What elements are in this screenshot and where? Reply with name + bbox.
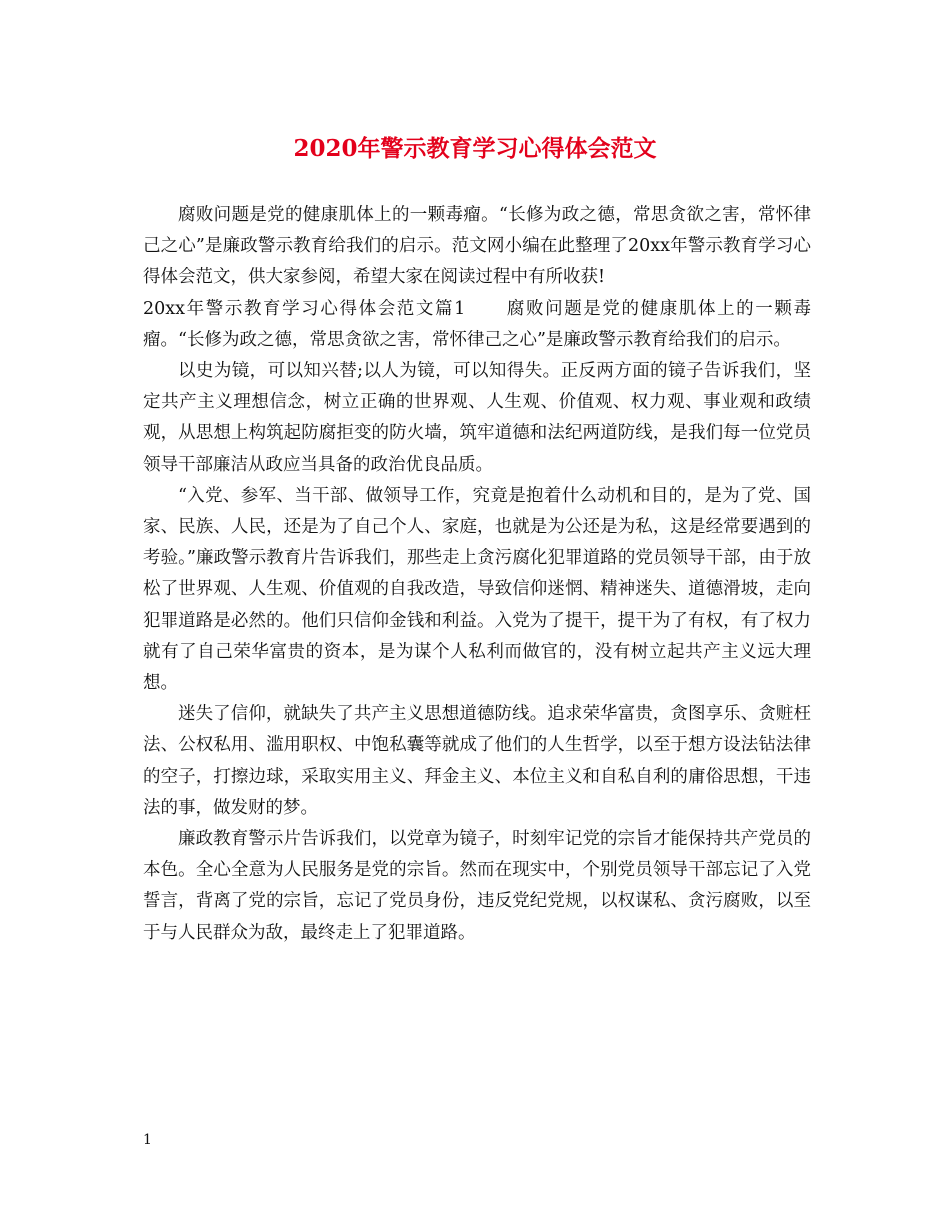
body-paragraph-3: 迷失了信仰，就缺失了共产主义思想道德防线。追求荣华富贵，贪图享乐、贪赃枉法、公权私用、滥用职权、中饱私囊等就成了他们的人生哲学，以至于想方设法钻法律的空子，打擦边球，采取实用主义、拜金主义、本位主义和自私自利的庸俗思想，干违法的事，做发财的梦。 xyxy=(143,704,811,818)
document-title: 2020年警示教育学习心得体会范文 xyxy=(293,135,657,162)
body-paragraph-1: 以史为镜，可以知兴替;以人为镜，可以知得失。正反两方面的镜子告诉我们，坚定共产主义理想信念，树立正确的世界观、人生观、价值观、权力观、事业观和政绩观，从思想上构筑起防腐拒变的防火墙，筑牢道德和法纪两道防线，是我们每一位党员领导干部廉洁从政应当具备的政治优良品质。 xyxy=(143,361,811,475)
intro-paragraph: 腐败问题是党的健康肌体上的一颗毒瘤。“长修为政之德，常思贪欲之害，常怀律己之心”是廉政警示教育给我们的启示。范文网小编在此整理了20xx年警示教育学习心得体会范文，供大家参阅，希望大家在阅读过程中有所收获! xyxy=(143,205,811,288)
body-paragraph-2: “入党、参军、当干部、做领导工作，究竟是抱着什么动机和目的，是为了党、国家、民族、人民，还是为了自己个人、家庭，也就是为公还是为私，这是经常要遇到的考验。”廉政警示教育片告诉我们，那些走上贪污腐化犯罪道路的党员领导干部，由于放松了世界观、人生观、价值观的自我改造，导致信仰迷惘、精神迷失、道德滑坡，走向犯罪道路是必然的。他们只信仰金钱和利益。入党为了提干，提干为了有权，有了权力就有了自己荣华富贵的资本，是为谋个人私利而做官的，没有树立起共产主义远大理想。 xyxy=(143,485,811,694)
body-paragraph-4: 廉政教育警示片告诉我们，以党章为镜子，时刻牢记党的宗旨才能保持共产党员的本色。全心全意为人民服务是党的宗旨。然而在现实中，个别党员领导干部忘记了入党誓言，背离了党的宗旨，忘记了党员身份，违反党纪党规，以权谋私、贪污腐败，以至于与人民群众为敌，最终走上了犯罪道路。 xyxy=(143,829,811,943)
document-body xyxy=(143,200,811,949)
section-first-text: 腐败问题是党的健康肌体上的一颗毒瘤。“长修为政之德，常思贪欲之害，常怀律己之心”是廉政警示教育给我们的启示。 xyxy=(143,298,811,350)
section-paragraph xyxy=(143,294,811,356)
section-heading: 20xx年警示教育学习心得体会范文篇1 xyxy=(143,298,466,319)
page-number: 1 xyxy=(143,1132,152,1148)
